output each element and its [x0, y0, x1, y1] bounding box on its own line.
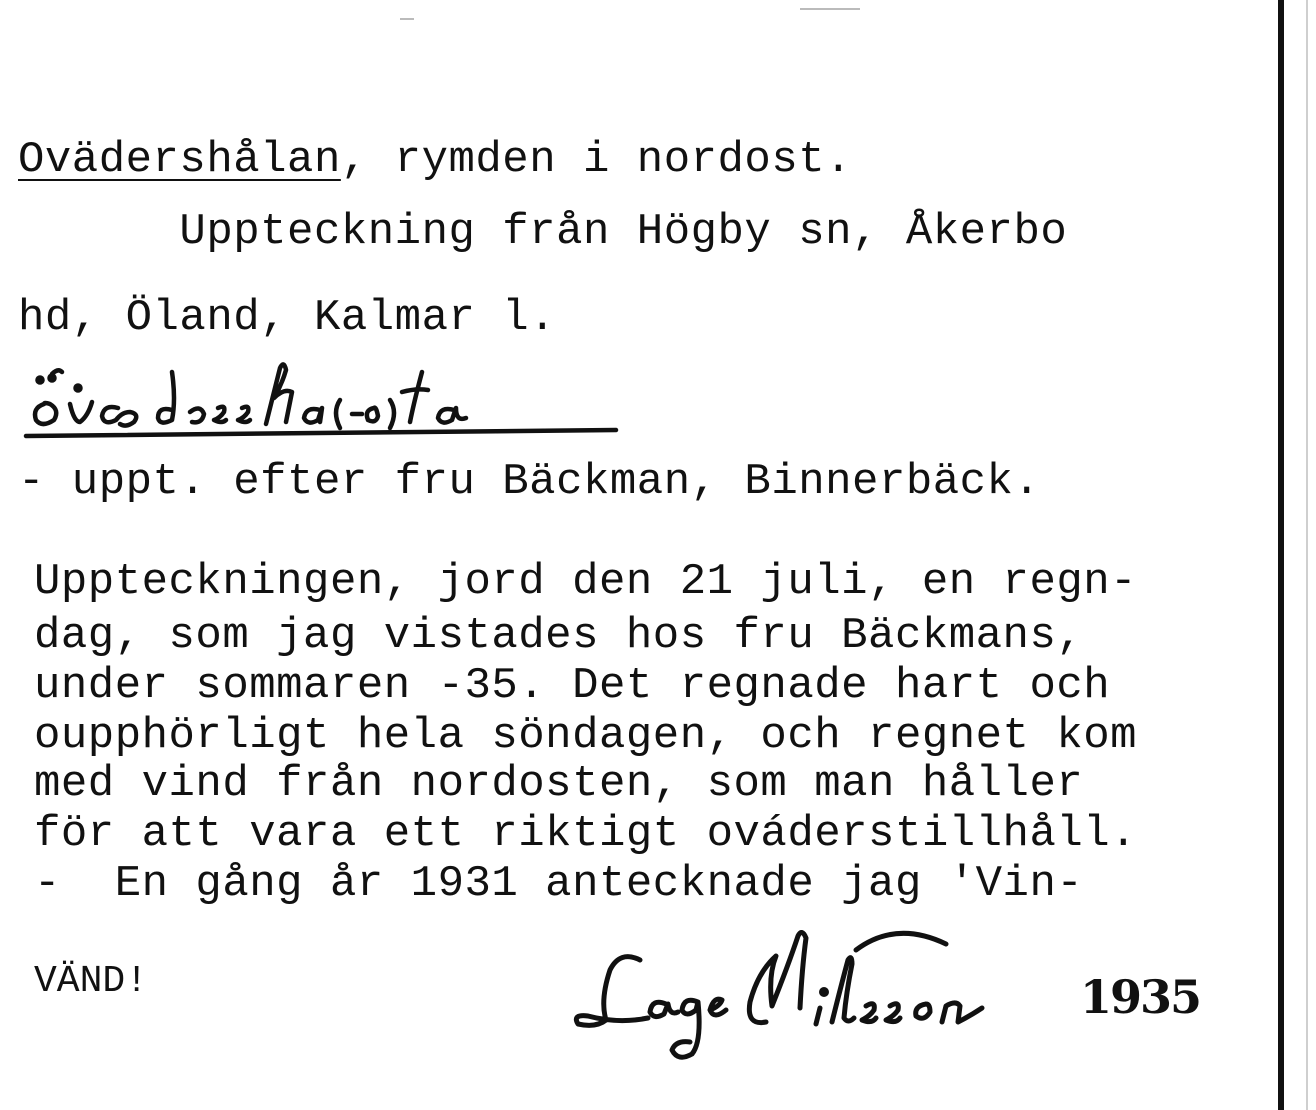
signature-year: 1935 [1080, 970, 1201, 1024]
turn-over-note: VÄND! [34, 960, 149, 1003]
scan-speck [800, 8, 860, 10]
body-line: för att vara ett riktigt ováderstillhåll. [34, 809, 1138, 859]
card-edge-shadow [1278, 0, 1284, 1110]
body-line: dag, som jag vistades hos fru Bäckmans, [34, 611, 1084, 661]
body-line: - En gång år 1931 antecknade jag 'Vin- [34, 859, 1084, 909]
handwritten-signature [570, 930, 1040, 1070]
body-line: under sommaren -35. Det regnade hart och [34, 661, 1111, 711]
scan-speck [400, 18, 414, 20]
title-word: Ovädershålan [18, 135, 341, 185]
body-line: Uppteckningen, jord den 21 juli, en regn- [34, 557, 1138, 607]
card-edge-faint [1306, 0, 1308, 1110]
title-rest: , rymden i nordost. [340, 135, 853, 185]
source-line: - uppt. efter fru Bäckman, Binnerbäck. [18, 457, 1041, 507]
header-line-1: Uppteckning från Högby sn, Åkerbo [18, 207, 1068, 257]
header-line-2: hd, Öland, Kalmar l. [18, 293, 557, 343]
body-line: med vind från nordosten, som man håller [34, 759, 1084, 809]
handwritten-dialect-form [22, 352, 622, 442]
title-line [18, 135, 853, 185]
body-line: oupphörligt hela söndagen, och regnet kom [34, 711, 1138, 761]
